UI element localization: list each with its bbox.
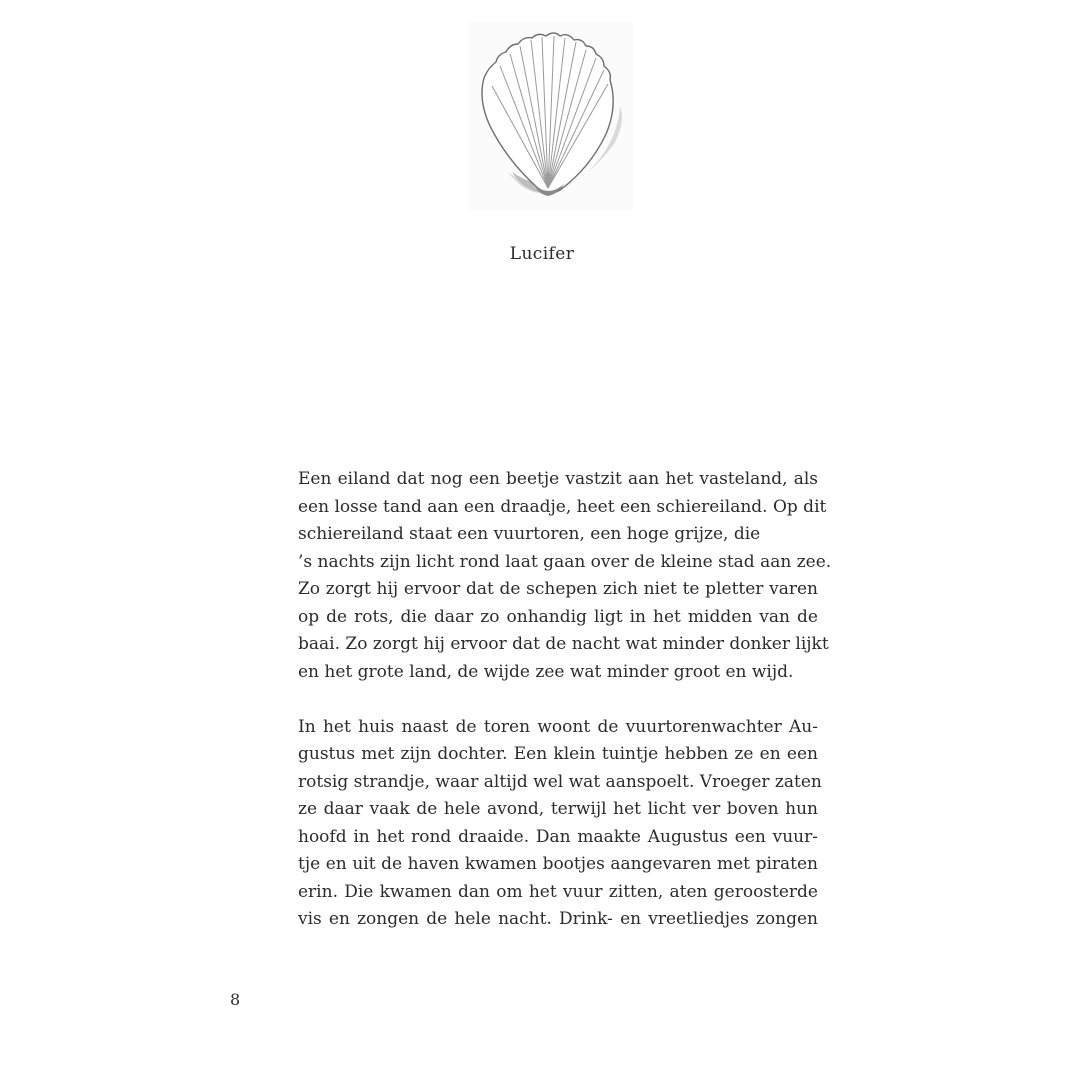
text-line: en het grote land, de wijde zee wat minder groot en wijd. [298,661,794,682]
text-line: ’s nachts zijn licht rond laat gaan over de kleine stad aan zee. [298,551,832,572]
text-line: Een eiland dat nog een beetje vastzit aan het vasteland, als [298,469,818,489]
text-line: rotsig strandje, waar altijd wel wat aanspoelt. Vroeger zaten [298,771,822,792]
text-line: vis en zongen de hele nacht. Drink- en vreetliedjes zongen [298,909,818,929]
text-line: ze daar vaak de hele avond, terwijl het licht ver boven hun [298,799,818,819]
text-line: baai. Zo zorgt hij ervoor dat de nacht wat minder donker lijkt [298,634,829,654]
chapter-title: Lucifer [509,244,575,264]
paragraph [298,466,832,686]
text-line: erin. Die kwamen dan om het vuur zitten, aten geroosterde [298,881,818,902]
page-number: 8 [230,990,241,1009]
text-line: In het huis naast de toren woont de vuurtorenwachter Au- [298,716,818,737]
text-line: schiereiland staat een vuurtoren, een hoge grijze, die [298,524,761,544]
text-line: op de rots, die daar zo onhandig ligt in het midden van de [298,606,818,627]
text-line: Zo zorgt hij ervoor dat de schepen zich niet te pletter varen [298,579,818,599]
text-line: hoofd in het rond draaide. Dan maakte Augustus een vuur- [298,826,818,847]
body-text [298,466,832,934]
text-line: een losse tand aan een draadje, heet een schiereiland. Op dit [298,496,827,517]
text-line: tje en uit de haven kwamen bootjes aangevaren met piraten [298,854,818,874]
paragraph [298,714,822,934]
scallop-shell-illustration [468,22,634,210]
text-line: gustus met zijn dochter. Een klein tuintje hebben ze en een [298,744,818,764]
